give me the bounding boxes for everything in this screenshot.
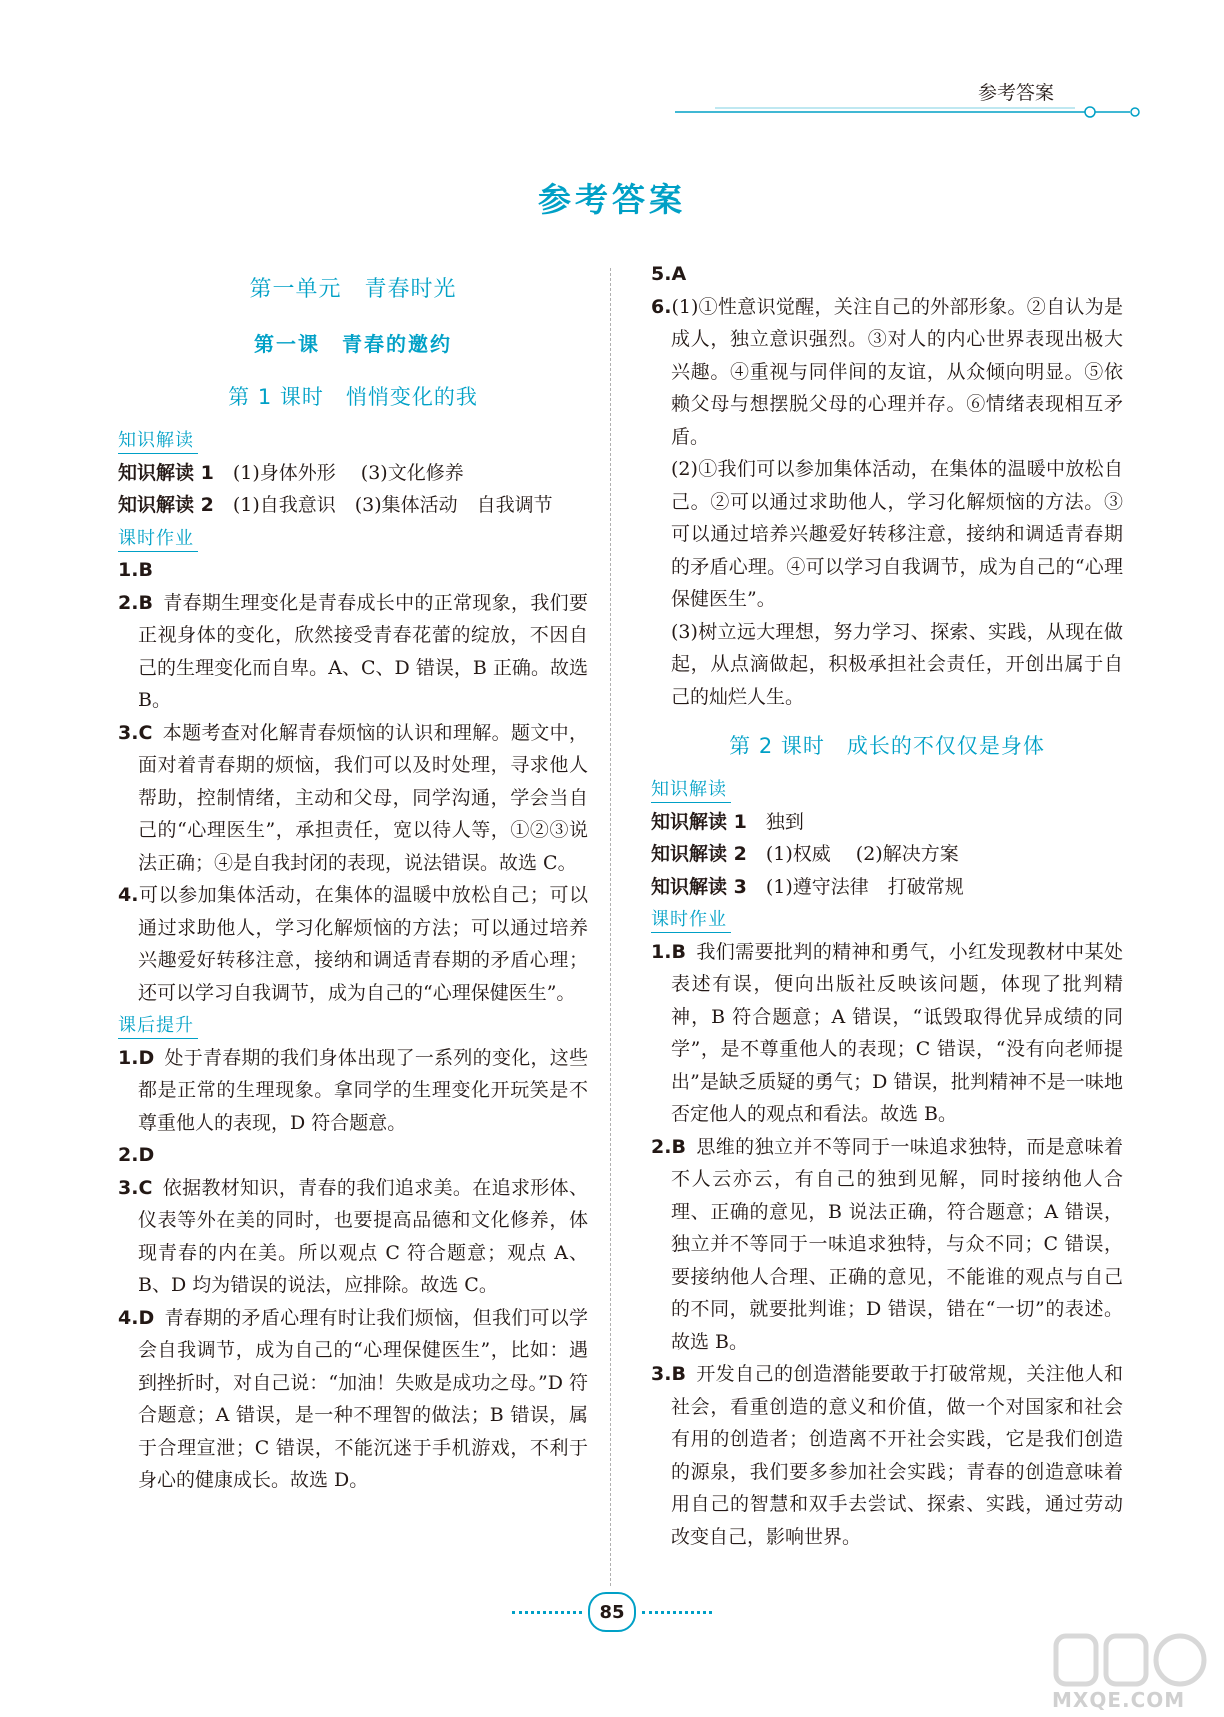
answer-item: 6.(1)①性意识觉醒，关注自己的外部形象。②自认为是成人，独立意识强烈。③对人的内心世界表现出极大兴趣。④重视与同伴间的友谊，从众倾向明显。⑤依赖父母与想摆脱父母的心理并存。⑥情绪表现相互矛盾。 — [651, 295, 1123, 448]
unit-heading: 第一单元 青春时光 — [249, 277, 457, 302]
answer-subpart: (3)树立远大理想，努力学习、探索、实践，从现在做起，从点滴做起，积极承担社会责任，开创出属于自己的灿烂人生。 — [671, 620, 1123, 708]
knowledge-item: 知识解读 2 (1)自我意识 (3)集体活动 自我调节 — [118, 494, 553, 516]
answer-item: 2.B 思维的独立并不等同于一味追求独特，而是意味着不人云亦云，有自己的独到见解，同时接纳他人合理、正确的意见，B 说法正确，符合题意；A 错误，独立并不等同于一味追求独特，与众不同；C 错误，要接纳他人合理、正确的意见，不能谁的观点与自己的不同，就要批判谁；D 错误，错在“一切”的表述。故选 B。 — [651, 1135, 1123, 1353]
answer-item: 2.D — [118, 1144, 155, 1166]
right-column — [651, 258, 1123, 1553]
page-footer — [0, 1592, 1224, 1632]
answer-subpart: (2)①我们可以参加集体活动，在集体的温暖中放松自己。②可以通过求助他人，学习化解烦恼的方法。③可以通过培养兴趣爱好转移注意，接纳和调适青春期的矛盾心理。④可以学习自我调节，成为自己的“心理保健医生”。 — [671, 458, 1123, 610]
section-knowledge: 知识解读 — [651, 778, 731, 803]
answer-item: 1.B — [118, 559, 153, 581]
knowledge-item: 知识解读 1 独到 — [651, 810, 804, 833]
knowledge-item: 知识解读 1 (1)身体外形 (3)文化修养 — [118, 461, 464, 484]
knowledge-item: 知识解读 2 (1)权威 (2)解决方案 — [651, 843, 959, 865]
knowledge-item: 知识解读 3 (1)遵守法律 打破常规 — [651, 875, 964, 898]
answer-item: 1.B 我们需要批判的精神和勇气，小红发现教材中某处表述有误，便向出版社反映该问题，体现了批判精神，B 符合题意；A 错误，“诋毁取得优异成绩的同学”，是不尊重他人的表现；C 错误，“没有向老师提出”是缺乏质疑的勇气；D 错误，批判精神不是一味地否定他人的观点和看法。故选 B。 — [651, 940, 1123, 1125]
section-homework: 课时作业 — [118, 527, 198, 552]
period-heading: 第 2 课时 成长的不仅仅是身体 — [729, 734, 1045, 758]
answer-item: 1.D 处于青春期的我们身体出现了一系列的变化，这些都是正常的生理现象。拿同学的生理变化开玩笑是不尊重他人的表现，D 符合题意。 — [118, 1046, 588, 1134]
period-heading: 第 1 课时 悄悄变化的我 — [228, 385, 478, 409]
left-column — [118, 262, 588, 1497]
watermark-text: MXQE.COM — [1052, 1688, 1186, 1712]
answer-item: 3.C 本题考查对化解青春烦恼的认识和理解。题文中，面对着青春期的烦恼，我们可以及时处理，寻求他人帮助，控制情绪，主动和父母，同学沟通，学会当自己的“心理医生”，承担责任，宽以待人等，①②③说法正确；④是自我封闭的表现，说法错误。故选 C。 — [118, 721, 588, 874]
lesson-heading: 第一课 青春的邀约 — [254, 332, 452, 356]
answer-item: 4.可以参加集体活动，在集体的温暖中放松自己；可以通过求助他人，学习化解烦恼的方法；可以通过培养兴趣爱好转移注意，接纳和调适青春期的矛盾心理；还可以学习自我调节，成为自己的“心理保健医生”。 — [118, 884, 588, 1004]
answer-item: 5.A — [651, 263, 687, 285]
page-title: 参考答案 — [538, 180, 686, 219]
footer-dots-right — [642, 1611, 712, 1614]
answer-item: 4.D 青春期的矛盾心理有时让我们烦恼，但我们可以学会自我调节，成为自己的“心理保健医生”，比如：遇到挫折时，对自己说：“加油！失败是成功之母。”D 符合题意；A 错误，是一种不理智的做法；B 错误，属于合理宣泄；C 错误，不能沉迷于手机游戏，不利于身心的健康成长。故选 D。 — [118, 1306, 588, 1491]
section-knowledge: 知识解读 — [118, 429, 198, 454]
header-decor-line — [675, 106, 1145, 118]
answer-item: 2.B 青春期生理变化是青春成长中的正常现象，我们要正视身体的变化，欣然接受青春花蕾的绽放，不因自己的生理变化而自卑。A、C、D 错误，B 正确。故选 B。 — [118, 591, 588, 711]
answer-item: 3.C 依据教材知识，青春的我们追求美。在追求形体、仪表等外在美的同时，也要提高品德和文化修养，体现青春的内在美。所以观点 C 符合题意；观点 A、B、D 均为错误的说法，应排除。故选 C。 — [118, 1176, 588, 1296]
section-homework: 课时作业 — [651, 908, 731, 933]
footer-dots-left — [512, 1611, 582, 1614]
page-number: 85 — [588, 1592, 636, 1632]
running-header-label: 参考答案 — [978, 82, 1055, 104]
answer-item: 3.B 开发自己的创造潜能要敢于打破常规，关注他人和社会，看重创造的意义和价值，做一个对国家和社会有用的创造者；创造离不开社会实践，它是我们创造的源泉，我们要多参加社会实践；青春的创造意味着用自己的智慧和双手去尝试、探索、实践，通过劳动改变自己，影响世界。 — [651, 1363, 1123, 1548]
section-after-class: 课后提升 — [118, 1014, 198, 1039]
column-divider — [610, 268, 611, 1586]
